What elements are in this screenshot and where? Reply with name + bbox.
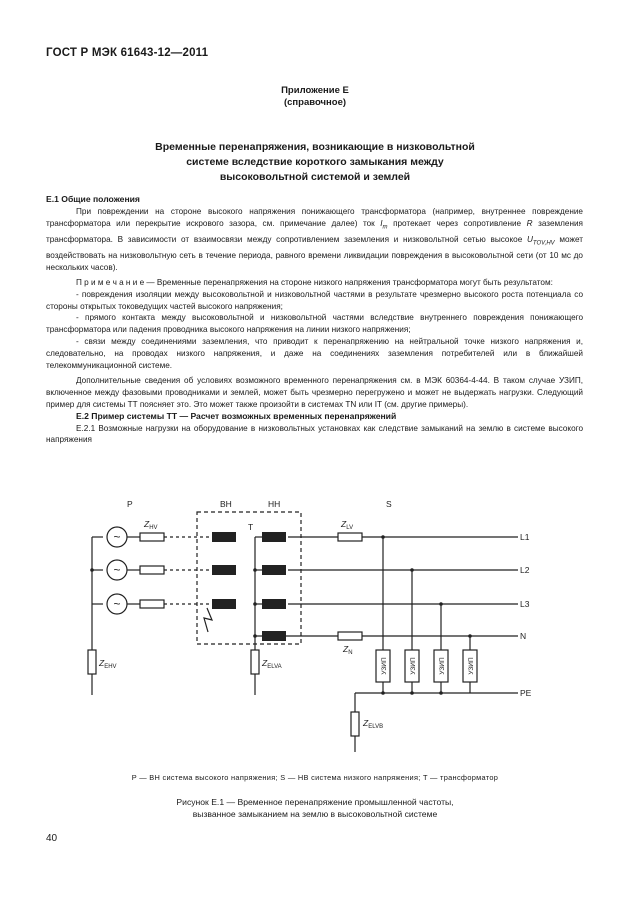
label-zelva: $Z_{ELVA}$ xyxy=(262,658,282,670)
title-line-1: Временные перенапряжения, возникающие в низковольтной xyxy=(155,141,475,153)
current-symbol-letter: I xyxy=(380,218,383,228)
appendix-type: (справочное) xyxy=(283,97,347,108)
appendix-title xyxy=(0,140,630,185)
paragraph-2: Дополнительные сведения об условиях возможного временного перенапряжения см. в МЭК 60364-4-44. В таком случае УЗИП, включенное между фазовыми проводниками и землей, может быть чрезмерно перегружено и может не выдержать нагрузки. Следующий пример для системы ТТ поясняет это. Это может также произойти в системах TN или IT (см. другие примеры). xyxy=(46,376,583,410)
label-zelvb: $Z_{ELVB}$ xyxy=(363,718,384,730)
spd-label-1: УЗИП xyxy=(381,657,388,675)
section-e1 xyxy=(46,194,583,446)
resistance-symbol: R xyxy=(526,218,533,228)
section-e1-heading: Е.1 Общие положения xyxy=(46,194,140,204)
figure-caption xyxy=(0,796,630,820)
caption-line-1: Рисунок Е.1 — Временное перенапряжение промышленной частоты, xyxy=(176,797,454,807)
note-item-3: - связи между соединениями заземления, что приводит к перенапряжению на нейтральной точке низкого напряжения и, следовательно, на проводах низкого напряжения, и даже на соединениях заземления потребителей или в ближайшей телекоммуникационной системе. xyxy=(46,337,583,370)
para1-part-a: При повреждении на стороне высокого напряжения понижающего трансформатора (например, внутреннее повреждение трансформатора или перекрытие искрового зазора, см. примечание далее) ток xyxy=(46,206,583,228)
label-t: T xyxy=(248,522,254,532)
source-tilde-3: ~ xyxy=(113,597,121,611)
spd-label-4: УЗИП xyxy=(468,657,475,675)
label-s: S xyxy=(386,499,392,509)
label-hh: НН xyxy=(268,499,281,509)
spd-label-3: УЗИП xyxy=(439,657,446,675)
label-pe: PE xyxy=(520,688,532,698)
para1-part-b: протекает через сопротивление xyxy=(387,218,527,228)
page-number: 40 xyxy=(46,833,58,844)
label-zhv: $Z_{HV}$ xyxy=(144,519,158,531)
figure-legend: P — BH система высокого напряжения; S — HB система низкого напряжения; T — трансформатор xyxy=(131,773,499,782)
section-e2-heading: Е.2 Пример системы ТТ — Расчет возможных временных перенапряжений xyxy=(76,410,397,421)
circuit-diagram xyxy=(0,490,630,765)
document-header: ГОСТ Р МЭК 61643-12—2011 xyxy=(46,47,209,59)
note-item-2: - прямого контакта между высоковольтной и низковольтной частями вследствие внутреннего повреждения понижающего трансформатора или падения проводника высокого напряжения на линии низкого напряжения; xyxy=(46,313,583,335)
title-line-3: высоковольтной системой и землей xyxy=(219,171,411,183)
title-line-2: системе вследствие короткого замыкания между xyxy=(186,156,444,168)
appendix-label: Приложение Е xyxy=(281,85,349,96)
label-bh: ВН xyxy=(220,499,232,509)
label-zlv: $Z_{LV}$ xyxy=(341,519,354,531)
source-tilde-2: ~ xyxy=(113,563,121,577)
label-l1: L1 xyxy=(520,532,530,542)
label-n: N xyxy=(520,631,527,641)
label-zehv: $Z_{EHV}$ xyxy=(99,658,117,670)
label-p: P xyxy=(127,499,133,509)
paragraph-1 xyxy=(46,206,583,274)
spd-label-2: УЗИП xyxy=(410,657,417,675)
source-tilde-1: ~ xyxy=(113,530,121,544)
para1-part-d: может воздействовать на низковольтную сеть в течение периода, равного времени ликвидации повреждения в высоковольтной сети (от 10 мс до нескольких часов). xyxy=(46,235,584,273)
voltage-symbol xyxy=(526,235,555,247)
appendix-heading xyxy=(0,85,630,109)
current-symbol-sub: m xyxy=(382,224,388,231)
current-symbol xyxy=(380,218,388,231)
label-l2: L2 xyxy=(520,565,530,575)
note-head: П р и м е ч а н и е — Временные перенапряжения на стороне низкого напряжения трансформатора могут быть результатом: xyxy=(76,278,553,288)
para1-part-c: заземления трансформатора. В зависимости от взаимосвязи между сопротивлением заземления и низковольтной сетью высокое xyxy=(46,218,583,245)
note-item-1: - повреждения изоляции между высоковольтной и низковольтной частями в результате чрезмерно высокого роста потенциала со стороны открытых токоведущих частей высокого напряжения; xyxy=(46,289,583,311)
label-zn: $Z_N$ xyxy=(343,644,353,656)
voltage-symbol-sub: TOV,HV xyxy=(532,240,555,247)
caption-line-2: вызванное замыканием на землю в высоковольтной системе xyxy=(192,809,438,819)
voltage-symbol-letter: U xyxy=(526,235,533,245)
paragraph-3: Е.2.1 Возможные нагрузки на оборудование в низковольтных установках как следствие замыканий на землю в системе высокого напряжения xyxy=(46,423,583,445)
label-l3: L3 xyxy=(520,599,530,609)
